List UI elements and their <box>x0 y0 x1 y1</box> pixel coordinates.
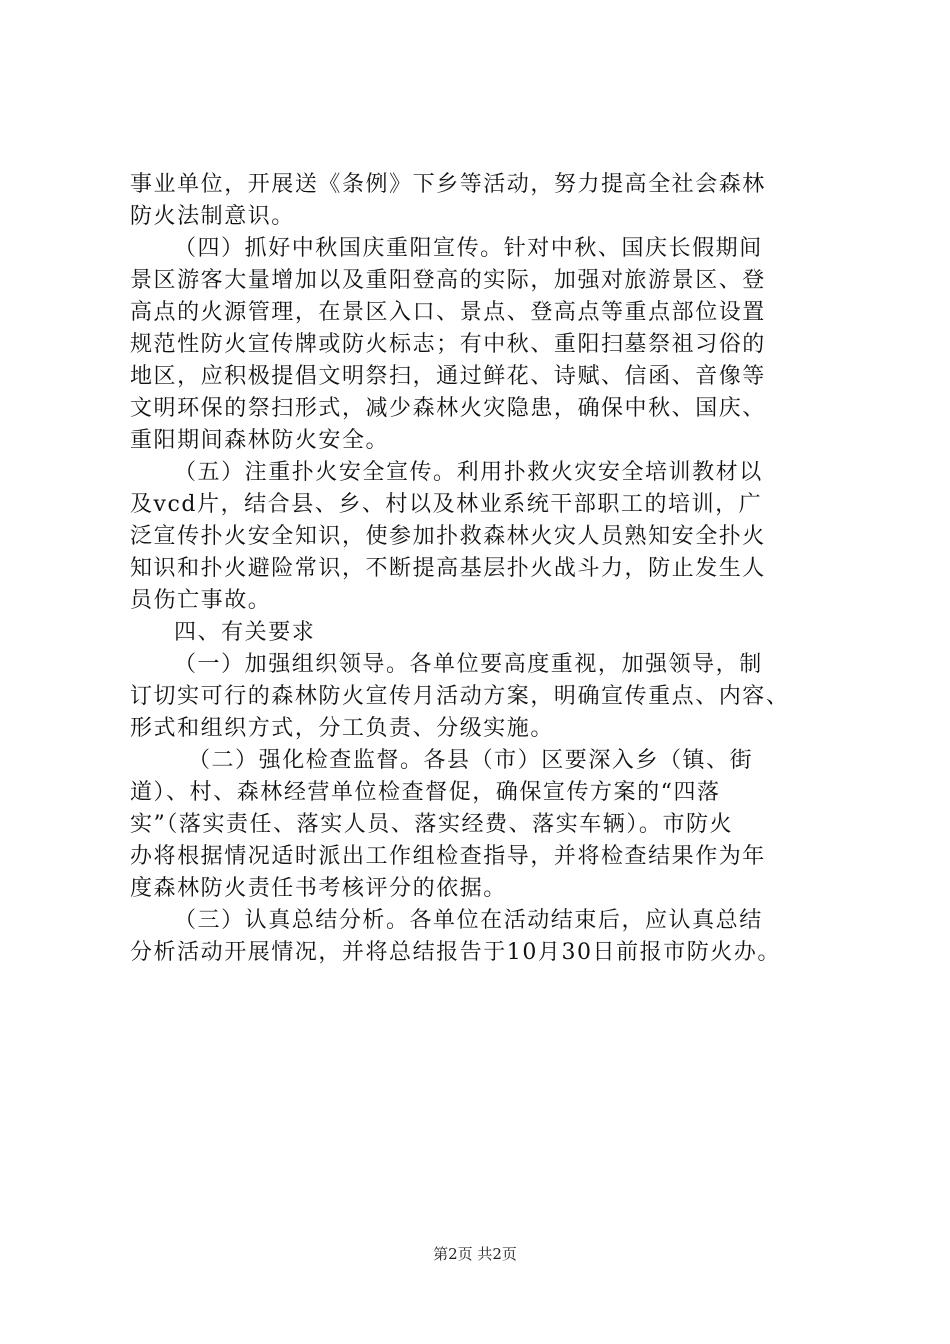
page-number-footer: 第2页 共2页 <box>433 1245 517 1263</box>
text-line: 分析活动开展情况，并将总结报告于10月30日前报市防火办。 <box>130 940 781 965</box>
text-line: 景区游客大量增加以及重阳登高的实际，加强对旅游景区、登 <box>130 268 766 293</box>
section-heading: 四、有关要求 <box>174 620 316 645</box>
text-line: 地区，应积极提倡文明祭扫，通过鲜花、诗赋、信函、音像等 <box>130 364 766 389</box>
paragraph-heading-5: （五）注重扑火安全宣传。利用扑救火灾安全培训教材以 <box>174 460 763 485</box>
text-line: 员伤亡事故。 <box>130 588 272 613</box>
paragraph-heading-2: （二）强化检查监督。各县（市）区要深入乡（镇、街 <box>188 748 754 773</box>
text-line: 重阳期间森林防火安全。 <box>130 428 390 453</box>
text-line: 规范性防火宣传牌或防火标志；有中秋、重阳扫墓祭祖习俗的 <box>130 332 766 357</box>
paragraph-heading-1: （一）加强组织领导。各单位要高度重视，加强领导，制 <box>174 652 763 677</box>
text-line: 办将根据情况适时派出工作组检查指导，并将检查结果作为年 <box>130 844 766 869</box>
text-line: 知识和扑火避险常识，不断提高基层扑火战斗力，防止发生人 <box>130 556 766 581</box>
text-line: 订切实可行的森林防火宣传月活动方案，明确宣传重点、内容、 <box>130 684 790 709</box>
paragraph-heading-3: （三）认真总结分析。各单位在活动结束后，应认真总结 <box>174 908 763 933</box>
document-body <box>130 169 840 969</box>
text-line: 实”（落实责任、落实人员、落实经费、落实车辆）。市防火 <box>130 812 734 837</box>
text-line: 度森林防火责任书考核评分的依据。 <box>130 876 507 901</box>
text-line: 高点的火源管理，在景区入口、景点、登高点等重点部位设置 <box>130 300 766 325</box>
text-line: 形式和组织方式，分工负责、分级实施。 <box>130 716 554 741</box>
text-line: 泛宣传扑火安全知识，使参加扑救森林火灾人员熟知安全扑火 <box>130 524 766 549</box>
text-line: 防火法制意识。 <box>130 204 295 229</box>
text-line: 文明环保的祭扫形式，减少森林火灾隐患，确保中秋、国庆、 <box>130 396 766 421</box>
text-line: 及vcd片，结合县、乡、村以及林业系统干部职工的培训，广 <box>130 492 763 517</box>
paragraph-heading-4: （四）抓好中秋国庆重阳宣传。针对中秋、国庆长假期间 <box>174 236 763 261</box>
text-line: 事业单位，开展送《条例》下乡等活动，努力提高全社会森林 <box>130 172 766 197</box>
text-line: 道）、村、森林经营单位检查督促，确保宣传方案的“四落 <box>130 780 721 805</box>
